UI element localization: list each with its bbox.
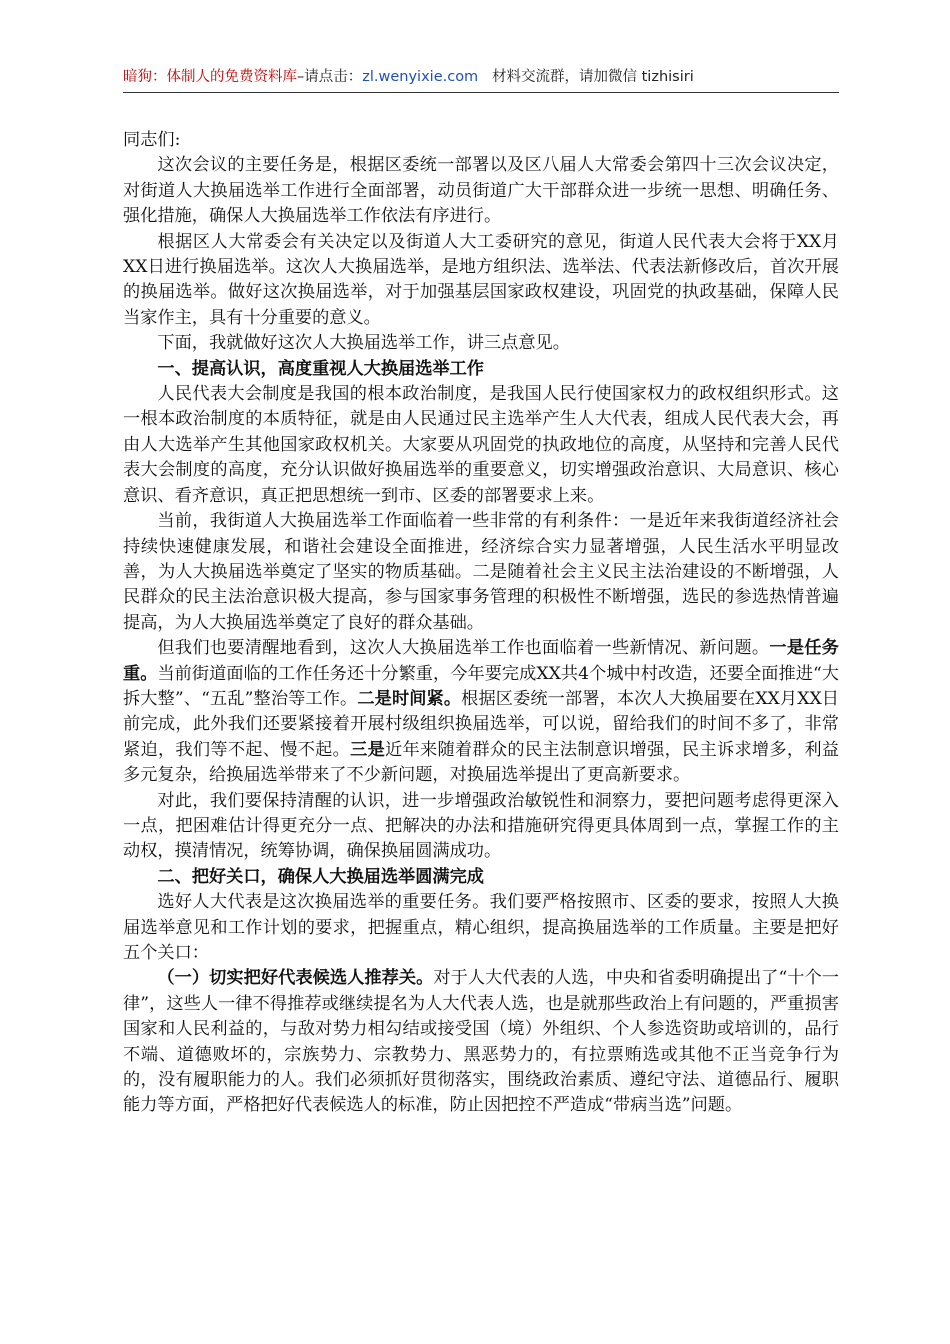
section-heading: 二、把好关口，确保人大换届选举圆满完成 — [157, 866, 484, 887]
page-header — [123, 67, 839, 87]
section-heading: 一、提高认识，高度重视人大换届选举工作 — [157, 358, 484, 379]
header-contact: 材料交流群，请加微信 tizhisiri — [492, 69, 694, 85]
header-title: 暗狗：体制人的免费资料库 — [123, 69, 297, 85]
paragraph: 下面，我就做好这次人大换届选举工作，讲三点意见。 — [157, 333, 570, 354]
paragraph: 但我们也要清醒地看到，这次人大换届选举工作也面临着一些新情况、新问题。一是任务重。当前街道面临的工作任务还十分繁重，今年要完成XX共4个城中村改造，还要全面推进“大拆大整”、“五乱”整治等工作。二是时间紧。根据区委统一部署，本次人大换届要在XX月XX日前完成，此外我们还要紧接着开展村级组织换届选举，可以说，留给我们的时间不多了，非常紧迫，我们等不起、慢不起。三是近年来随着群众的民主法制意识增强，民主诉求增多，利益多元复杂，给换届选举带来了不少新问题，对换届选举提出了更高新要求。 — [123, 638, 839, 786]
header-link[interactable]: zl.wenyixie.com — [362, 69, 479, 85]
greeting: 同志们: — [123, 130, 181, 150]
header-divider — [123, 92, 839, 93]
paragraph: （一）切实把好代表候选人推荐关。对于人大代表的人选，中央和省委明确提出了“十个一律”，这些人一律不得推荐或继续提名为人大代表人选，也是就那些政治上有问题的，严重损害国家和人民利益的，与敌对势力相勾结或接受国（境）外组织、个人参选资助或培训的，品行不端、道德败坏的，宗族势力、宗教势力、黑恶势力的，有拉票贿选或其他不正当竞争行为的，没有履职能力的人。我们必须抓好贯彻落实，围绕政治素质、遵纪守法、道德品行、履职能力等方面，严格把好代表候选人的标准，防止因把控不严造成“带病当选”问题。 — [123, 968, 839, 1116]
paragraph: 根据区人大常委会有关决定以及街道人大工委研究的意见，街道人民代表大会将于XX月XX日进行换届选举。这次人大换届选举，是地方组织法、选举法、代表法新修改后，首次开展的换届选举。做好这次换届选举，对于加强基层国家政权建设，巩固党的执政基础，保障人民当家作主，具有十分重要的意义。 — [123, 231, 839, 328]
paragraph: 人民代表大会制度是我国的根本政治制度，是我国人民行使国家权力的政权组织形式。这一根本政治制度的本质特征，就是由人民通过民主选举产生人大代表，组成人民代表大会，再由人大选举产生其他国家政权机关。大家要从巩固党的执政地位的高度，从坚持和完善人民代表大会制度的高度，充分认识做好换届选举的重要意义，切实增强政治意识、大局意识、核心意识、看齐意识，真正把思想统一到市、区委的部署要求上来。 — [123, 384, 839, 506]
paragraph: 这次会议的主要任务是，根据区委统一部署以及区八届人大常委会第四十三次会议决定，对街道人大换届选举工作进行全面部署，动员街道广大干部群众进一步统一思想、明确任务、强化措施，确保人大换届选举工作依法有序进行。 — [123, 155, 839, 227]
paragraph: 当前，我街道人大换届选举工作面临着一些非常的有利条件：一是近年来我街道经济社会持续快速健康发展，和谐社会建设全面推进，经济综合实力显著增强，人民生活水平明显改善，为人大换届选举奠定了坚实的物质基础。二是随着社会主义民主法治建设的不断增强，人民群众的民主法治意识极大提高，参与国家事务管理的积极性不断增强，选民的参选热情普遍提高，为人大换届选举奠定了良好的群众基础。 — [123, 511, 839, 633]
document-body — [123, 128, 839, 1119]
header-prompt: –请点击： — [297, 69, 363, 85]
subheading: （一）切实把好代表候选人推荐关。 — [157, 968, 434, 989]
paragraph: 选好人大代表是这次换届选举的重要任务。我们要严格按照市、区委的要求，按照人大换届选举意见和工作计划的要求，把握重点，精心组织，提高换届选举的工作质量。主要是把好五个关口： — [123, 892, 839, 963]
paragraph: 对此，我们要保持清醒的认识，进一步增强政治敏锐性和洞察力，要把问题考虑得更深入一点，把困难估计得更充分一点、把解决的办法和措施研究得更具体周到一点，掌握工作的主动权，摸清情况，统筹协调，确保换届圆满成功。 — [123, 790, 839, 862]
